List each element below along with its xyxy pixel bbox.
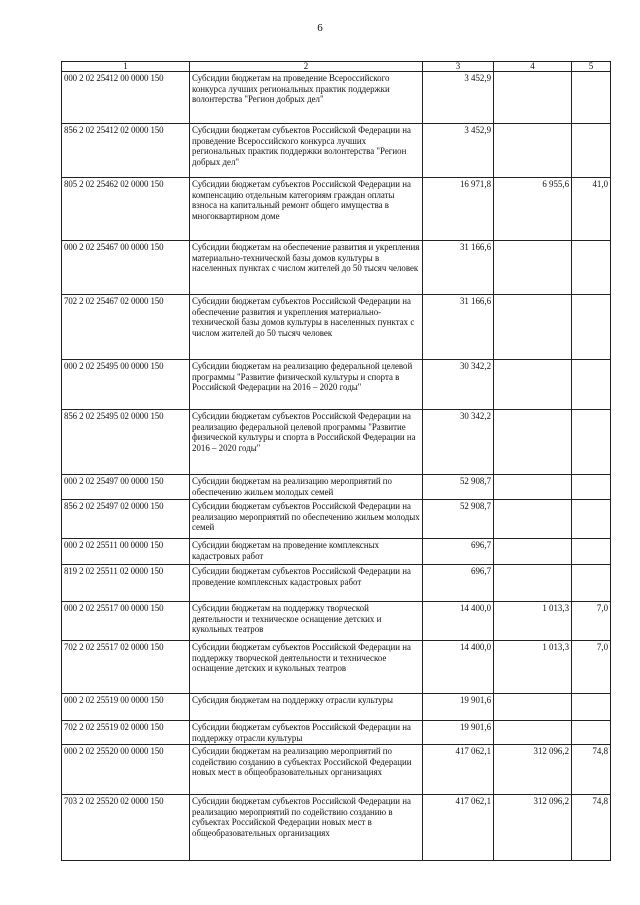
percent-cell <box>572 694 611 721</box>
budget-code-cell: 000 2 02 25520 00 0000 150 <box>62 745 190 795</box>
table-row <box>62 641 611 694</box>
amount-cell: 417 062,1 <box>423 745 494 795</box>
executed-cell: 312 096,2 <box>494 745 572 795</box>
description-cell: Субсидии бюджетам субъектов Российской Федерации на реализацию мероприятий по обеспечению жильем молодых семей <box>190 500 423 539</box>
amount-cell: 31 166,6 <box>423 295 494 360</box>
amount-cell: 696,7 <box>423 539 494 565</box>
column-header: 2 <box>190 62 423 72</box>
executed-cell: 1 013,3 <box>494 602 572 641</box>
table-row <box>62 124 611 178</box>
executed-cell <box>494 72 572 124</box>
percent-cell: 7,0 <box>572 602 611 641</box>
percent-cell <box>572 565 611 602</box>
budget-code-cell: 702 2 02 25467 02 0000 150 <box>62 295 190 360</box>
percent-cell: 7,0 <box>572 641 611 694</box>
table-row <box>62 295 611 360</box>
column-header: 3 <box>423 62 494 72</box>
percent-cell <box>572 295 611 360</box>
description-cell: Субсидии бюджетам субъектов Российской Федерации на компенсацию отдельным категориям граждан оплаты взноса на капитальный ремонт общего имущества в многоквартирном доме <box>190 178 423 241</box>
table-row <box>62 602 611 641</box>
amount-cell: 14 400,0 <box>423 602 494 641</box>
amount-cell: 19 901,6 <box>423 694 494 721</box>
table-row <box>62 721 611 745</box>
percent-cell <box>572 475 611 500</box>
amount-cell: 31 166,6 <box>423 241 494 295</box>
executed-cell <box>494 410 572 475</box>
budget-code-cell: 856 2 02 25495 02 0000 150 <box>62 410 190 475</box>
budget-code-cell: 856 2 02 25412 02 0000 150 <box>62 124 190 178</box>
executed-cell: 1 013,3 <box>494 641 572 694</box>
description-cell: Субсидии бюджетам на реализацию мероприятий по содействию созданию в субъектах Российской Федерации новых мест в общеобразовательных организациях <box>190 745 423 795</box>
table-row <box>62 539 611 565</box>
executed-cell <box>494 694 572 721</box>
amount-cell: 16 971,8 <box>423 178 494 241</box>
description-cell: Субсидии бюджетам субъектов Российской Федерации на обеспечение развития и укрепления материально-технической базы домов культуры в населенных пунктах с числом жителей до 50 тысяч человек <box>190 295 423 360</box>
percent-cell <box>572 124 611 178</box>
percent-cell <box>572 500 611 539</box>
percent-cell <box>572 241 611 295</box>
amount-cell: 30 342,2 <box>423 360 494 410</box>
table-row <box>62 565 611 602</box>
percent-cell: 41,0 <box>572 178 611 241</box>
description-cell: Субсидии бюджетам субъектов Российской Федерации на поддержку творческой деятельности и техническое оснащение детских и кукольных театров <box>190 641 423 694</box>
executed-cell <box>494 241 572 295</box>
amount-cell: 14 400,0 <box>423 641 494 694</box>
executed-cell <box>494 475 572 500</box>
table-row <box>62 410 611 475</box>
description-cell: Субсидии бюджетам на обеспечение развития и укрепления материально-технической базы домов культуры в населенных пунктах с числом жителей до 50 тысяч человек <box>190 241 423 295</box>
executed-cell <box>494 295 572 360</box>
table-row <box>62 72 611 124</box>
table-row <box>62 694 611 721</box>
table-row <box>62 178 611 241</box>
description-cell: Субсидии бюджетам на реализацию мероприятий по обеспечению жильем молодых семей <box>190 475 423 500</box>
percent-cell <box>572 360 611 410</box>
description-cell: Субсидии бюджетам субъектов Российской Федерации на проведение комплексных кадастровых работ <box>190 565 423 602</box>
budget-code-cell: 702 2 02 25519 02 0000 150 <box>62 721 190 745</box>
table-row <box>62 241 611 295</box>
amount-cell: 696,7 <box>423 565 494 602</box>
percent-cell <box>572 539 611 565</box>
page-number: 6 <box>317 22 323 34</box>
executed-cell <box>494 565 572 602</box>
column-header: 5 <box>572 62 611 72</box>
description-cell: Субсидии бюджетам субъектов Российской Федерации на проведение Всероссийского конкурса лучших региональных практик поддержки волонтерства "Регион добрых дел" <box>190 124 423 178</box>
amount-cell: 52 908,7 <box>423 500 494 539</box>
percent-cell <box>572 72 611 124</box>
budget-code-cell: 000 2 02 25517 00 0000 150 <box>62 602 190 641</box>
executed-cell: 312 096,2 <box>494 795 572 861</box>
column-header: 4 <box>494 62 572 72</box>
executed-cell <box>494 124 572 178</box>
description-cell: Субсидии бюджетам субъектов Российской Федерации на реализацию мероприятий по содействию созданию в субъектах Российской Федерации новых мест в общеобразовательных организациях <box>190 795 423 861</box>
table-row <box>62 500 611 539</box>
executed-cell: 6 955,6 <box>494 178 572 241</box>
budget-code-cell: 000 2 02 25495 00 0000 150 <box>62 360 190 410</box>
budget-code-cell: 819 2 02 25511 02 0000 150 <box>62 565 190 602</box>
revenue-table <box>61 61 611 861</box>
description-cell: Субсидии бюджетам субъектов Российской Федерации на реализацию федеральной целевой программы "Развитие физической культуры и спорта в Российской Федерации на 2016 – 2020 годы" <box>190 410 423 475</box>
amount-cell: 417 062,1 <box>423 795 494 861</box>
column-header: 1 <box>62 62 190 72</box>
description-cell: Субсидии бюджетам на проведение Всероссийского конкурса лучших региональных практик поддержки волонтерства "Регион добрых дел" <box>190 72 423 124</box>
budget-code-cell: 000 2 02 25412 00 0000 150 <box>62 72 190 124</box>
executed-cell <box>494 721 572 745</box>
percent-cell <box>572 721 611 745</box>
description-cell: Субсидии бюджетам на реализацию федеральной целевой программы "Развитие физической культуры и спорта в Российской Федерации на 2016 – 2020 годы" <box>190 360 423 410</box>
table-row <box>62 745 611 795</box>
amount-cell: 3 452,9 <box>423 124 494 178</box>
amount-cell: 52 908,7 <box>423 475 494 500</box>
description-cell: Субсидия бюджетам на поддержку отрасли культуры <box>190 694 423 721</box>
amount-cell: 3 452,9 <box>423 72 494 124</box>
budget-code-cell: 000 2 02 25467 00 0000 150 <box>62 241 190 295</box>
executed-cell <box>494 360 572 410</box>
description-cell: Субсидии бюджетам субъектов Российской Федерации на поддержку отрасли культуры <box>190 721 423 745</box>
amount-cell: 19 901,6 <box>423 721 494 745</box>
executed-cell <box>494 500 572 539</box>
table-row <box>62 475 611 500</box>
budget-code-cell: 703 2 02 25520 02 0000 150 <box>62 795 190 861</box>
table-row <box>62 795 611 861</box>
budget-code-cell: 702 2 02 25517 02 0000 150 <box>62 641 190 694</box>
column-number-row <box>62 62 611 72</box>
budget-code-cell: 000 2 02 25511 00 0000 150 <box>62 539 190 565</box>
executed-cell <box>494 539 572 565</box>
budget-code-cell: 000 2 02 25497 00 0000 150 <box>62 475 190 500</box>
budget-code-cell: 000 2 02 25519 00 0000 150 <box>62 694 190 721</box>
description-cell: Субсидии бюджетам на поддержку творческой деятельности и техническое оснащение детских и кукольных театров <box>190 602 423 641</box>
percent-cell: 74,8 <box>572 745 611 795</box>
table-row <box>62 360 611 410</box>
budget-code-cell: 805 2 02 25462 02 0000 150 <box>62 178 190 241</box>
amount-cell: 30 342,2 <box>423 410 494 475</box>
budget-code-cell: 856 2 02 25497 02 0000 150 <box>62 500 190 539</box>
description-cell: Субсидии бюджетам на проведение комплексных кадастровых работ <box>190 539 423 565</box>
percent-cell <box>572 410 611 475</box>
percent-cell: 74,8 <box>572 795 611 861</box>
